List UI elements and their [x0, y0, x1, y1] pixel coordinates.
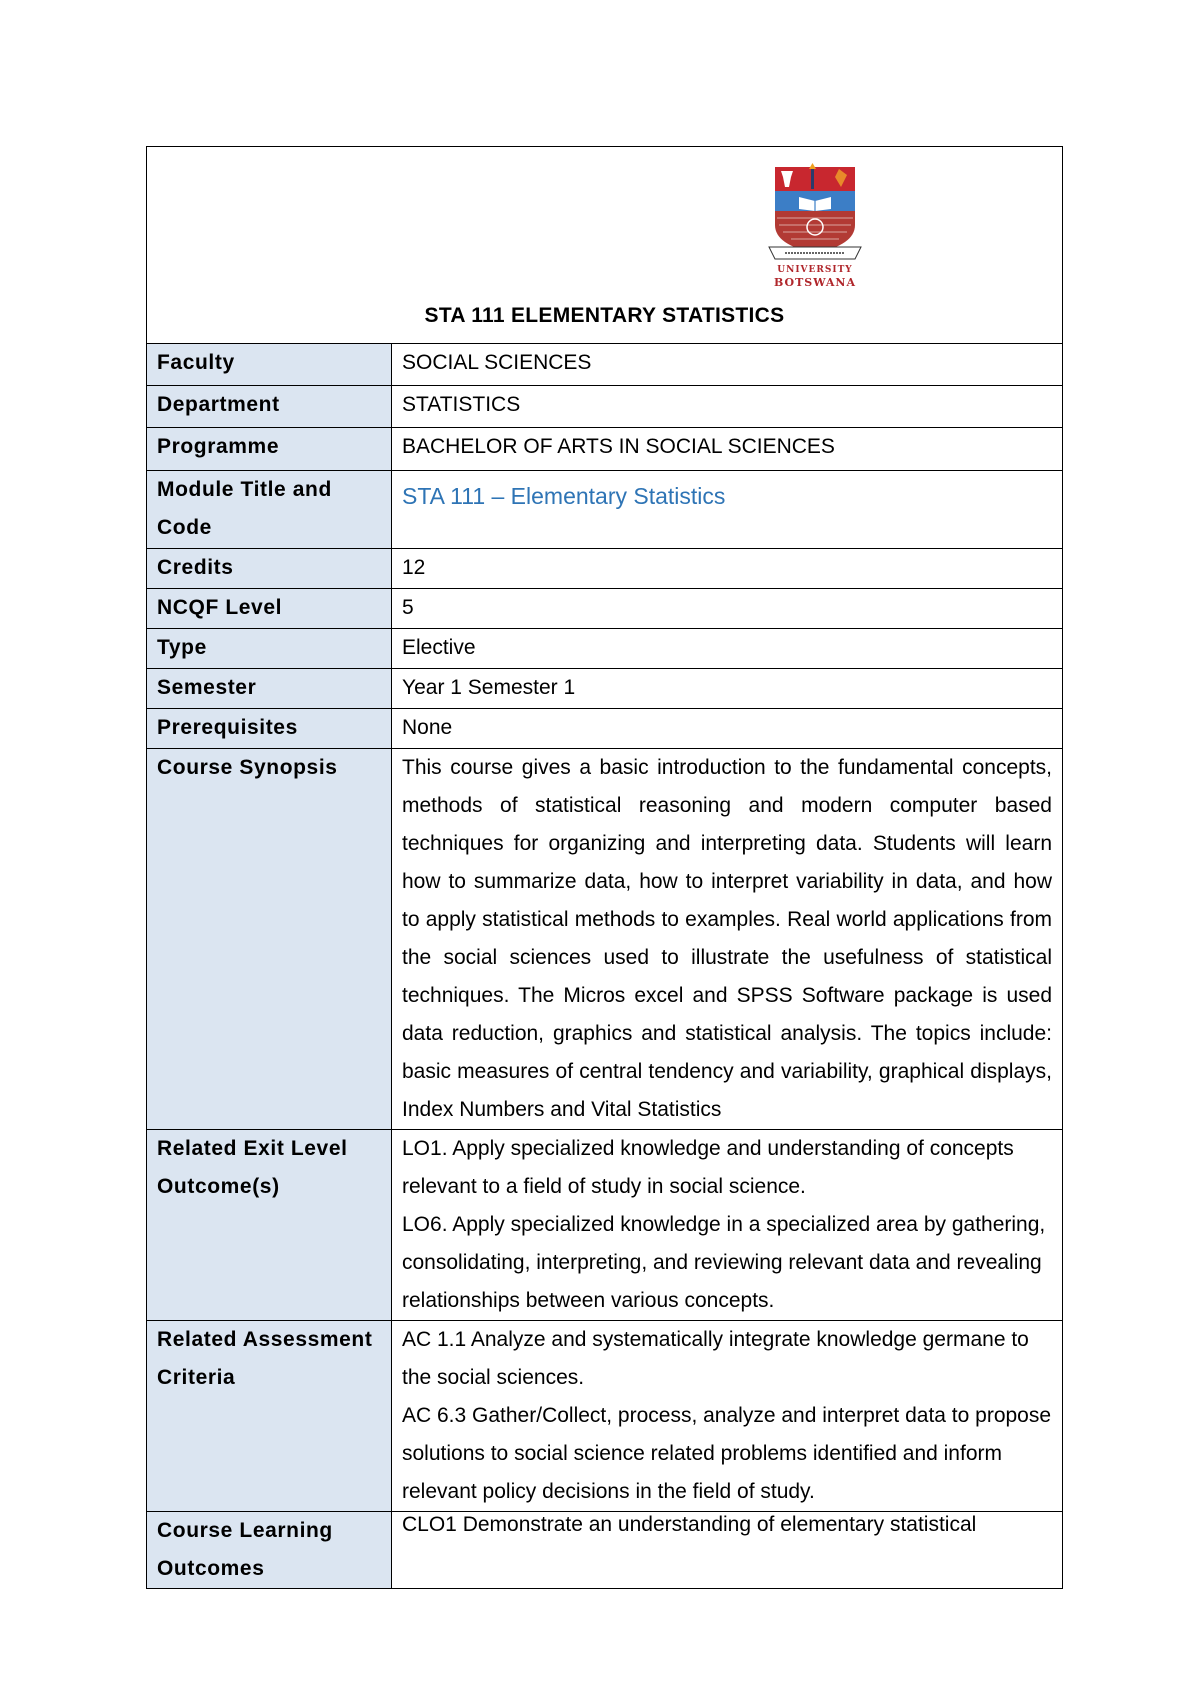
- crest-icon: [755, 161, 875, 265]
- module-title-cell: [392, 471, 1063, 549]
- credits-label: Credits: [147, 549, 392, 589]
- exit-outcome-lo1: LO1. Apply specialized knowledge and understanding of concepts relevant to a field of study in social science.: [402, 1137, 1014, 1198]
- document-title: STA 111 ELEMENTARY STATISTICS: [424, 304, 785, 327]
- credits-value: 12: [392, 549, 1063, 589]
- learning-outcomes-value: CLO1 Demonstrate an understanding of elementary statistical: [392, 1512, 1063, 1589]
- exit-outcome-lo6: LO6. Apply specialized knowledge in a specialized area by gathering, consolidating, interpreting, and reviewing relevant data and revealing relationships between various concepts.: [402, 1213, 1046, 1312]
- semester-value: Year 1 Semester 1: [392, 669, 1063, 709]
- assessment-criteria-cell: [392, 1321, 1063, 1512]
- programme-label: Programme: [147, 428, 392, 471]
- department-value: STATISTICS: [392, 386, 1063, 428]
- faculty-label: Faculty: [147, 344, 392, 386]
- exit-outcomes-cell: [392, 1130, 1063, 1321]
- assessment-ac63: AC 6.3 Gather/Collect, process, analyze and interpret data to propose solutions to social science related problems identified and inform relevant policy decisions in the field of study.: [402, 1404, 1052, 1503]
- programme-value: BACHELOR OF ARTS IN SOCIAL SCIENCES: [392, 428, 1063, 471]
- module-title-label: Module Title and Code: [147, 471, 392, 549]
- semester-label: Semester: [147, 669, 392, 709]
- ncqf-level-value: 5: [392, 589, 1063, 629]
- exit-outcomes-label: Related Exit Level Outcome(s): [147, 1130, 392, 1321]
- header-cell: [147, 147, 1063, 344]
- prerequisites-label: Prerequisites: [147, 709, 392, 749]
- department-label: Department: [147, 386, 392, 428]
- module-title-value: STA 111 – Elementary Statistics: [402, 483, 726, 509]
- logo-line-botswana: BOTSWANA: [774, 276, 856, 289]
- assessment-criteria-label: Related Assessment Criteria: [147, 1321, 392, 1512]
- prerequisites-value: None: [392, 709, 1063, 749]
- ncqf-level-label: NCQF Level: [147, 589, 392, 629]
- course-synopsis-value: This course gives a basic introduction to the fundamental concepts, methods of statistical reasoning and modern computer based techniques for organizing and interpreting data. Students will learn how to summarize data, how to interpret variability in data, and how to apply statistical methods to examples. Real world applications from the social sciences used to illustrate the usefulness of statistical techniques. The Micros excel and SPSS Software package is used data reduction, graphics and statistical analysis. The topics include: basic measures of central tendency and variability, graphical displays, Index Numbers and Vital Statistics: [392, 749, 1063, 1130]
- assessment-ac11: AC 1.1 Analyze and systematically integrate knowledge germane to the social sciences.: [402, 1328, 1029, 1389]
- course-synopsis-label: Course Synopsis: [147, 749, 392, 1130]
- module-descriptor-table: [146, 146, 1063, 1589]
- type-label: Type: [147, 629, 392, 669]
- learning-outcomes-label: Course Learning Outcomes: [147, 1512, 392, 1589]
- faculty-value: SOCIAL SCIENCES: [392, 344, 1063, 386]
- logo-line-university: UNIVERSITY: [777, 265, 853, 275]
- university-logo: [755, 161, 875, 291]
- type-value: Elective: [392, 629, 1063, 669]
